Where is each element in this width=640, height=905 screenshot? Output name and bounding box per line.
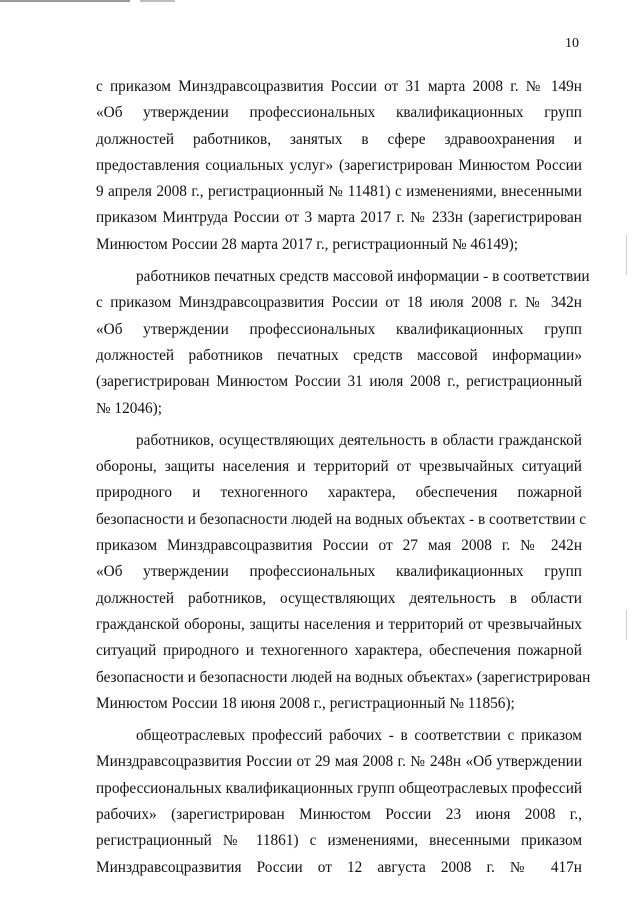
text-line: приказом Минздравсоцразвития России от 27 мая 2008 г. № 242н — [96, 537, 582, 555]
document-body — [96, 74, 591, 881]
text-line: обороны, защиты населения и территорий от чрезвычайных ситуаций — [96, 458, 582, 476]
text-line: № 12046); — [96, 399, 163, 417]
text-line: должностей работников, осуществляющих деятельность в области — [96, 589, 582, 607]
scan-edge-artifact — [0, 0, 200, 2]
text-line: приказом Минтруда России от 3 марта 2017 г. № 233н (зарегистрирован — [96, 209, 582, 227]
paragraph — [96, 723, 582, 881]
text-line: «Об утверждении профессиональных квалификационных групп — [96, 563, 582, 581]
paragraph — [96, 264, 590, 422]
text-line: с приказом Минздравсоцразвития России от 18 июля 2008 г. № 342н — [96, 294, 582, 312]
text-line: регистрационный № 11861) с изменениями, внесенными приказом — [96, 832, 582, 850]
paragraph — [96, 74, 582, 258]
text-line: Минздравсоцразвития России от 12 августа 2008 г. № 417н — [96, 858, 582, 876]
text-line: должностей работников печатных средств массовой информации» — [96, 346, 582, 364]
text-line: должностей работников, занятых в сфере здравоохранения и — [96, 130, 582, 148]
text-line: природного и техногенного характера, обеспечения пожарной — [96, 484, 582, 502]
text-line: Минюстом России 28 марта 2017 г., регистрационный № 46149); — [96, 235, 519, 253]
scan-side-mark — [626, 235, 627, 275]
text-line: гражданской обороны, защиты населения и территорий от чрезвычайных — [96, 615, 582, 633]
text-line: 9 апреля 2008 г., регистрационный № 11481) с изменениями, внесенными — [96, 183, 582, 201]
page-number: 10 — [565, 36, 579, 51]
text-line: работников, осуществляющих деятельность в области гражданской — [136, 431, 582, 449]
text-line: предоставления социальных услуг» (зарегистрирован Минюстом России — [96, 156, 582, 174]
scan-side-mark — [626, 610, 627, 640]
text-line: профессиональных квалификационных групп общеотраслевых профессий — [96, 779, 583, 797]
text-line: ситуаций природного и техногенного характера, обеспечения пожарной — [96, 642, 582, 660]
text-line: (зарегистрирован Минюстом России 31 июля 2008 г., регистрационный — [96, 373, 582, 391]
text-line: Минздравсоцразвития России от 29 мая 2008 г. № 248н «Об утверждении — [96, 753, 582, 771]
text-line: «Об утверждении профессиональных квалификационных групп — [96, 320, 582, 338]
paragraph — [96, 428, 591, 717]
text-line: безопасности и безопасности людей на водных объектах» (зарегистрирован — [96, 668, 591, 686]
text-line: работников печатных средств массовой информации - в соответствии — [136, 268, 590, 286]
text-line: безопасности и безопасности людей на водных объектах - в соответствии с — [96, 510, 587, 528]
text-line: с приказом Минздравсоцразвития России от 31 марта 2008 г. № 149н — [96, 78, 582, 95]
text-line: рабочих» (зарегистрирован Минюстом России 23 июня 2008 г., — [96, 806, 582, 824]
text-line: «Об утверждении профессиональных квалификационных групп — [96, 104, 582, 122]
text-line: общеотраслевых профессий рабочих - в соответствии с приказом — [136, 727, 582, 745]
text-line: Минюстом России 18 июня 2008 г., регистрационный № 11856); — [96, 694, 515, 712]
